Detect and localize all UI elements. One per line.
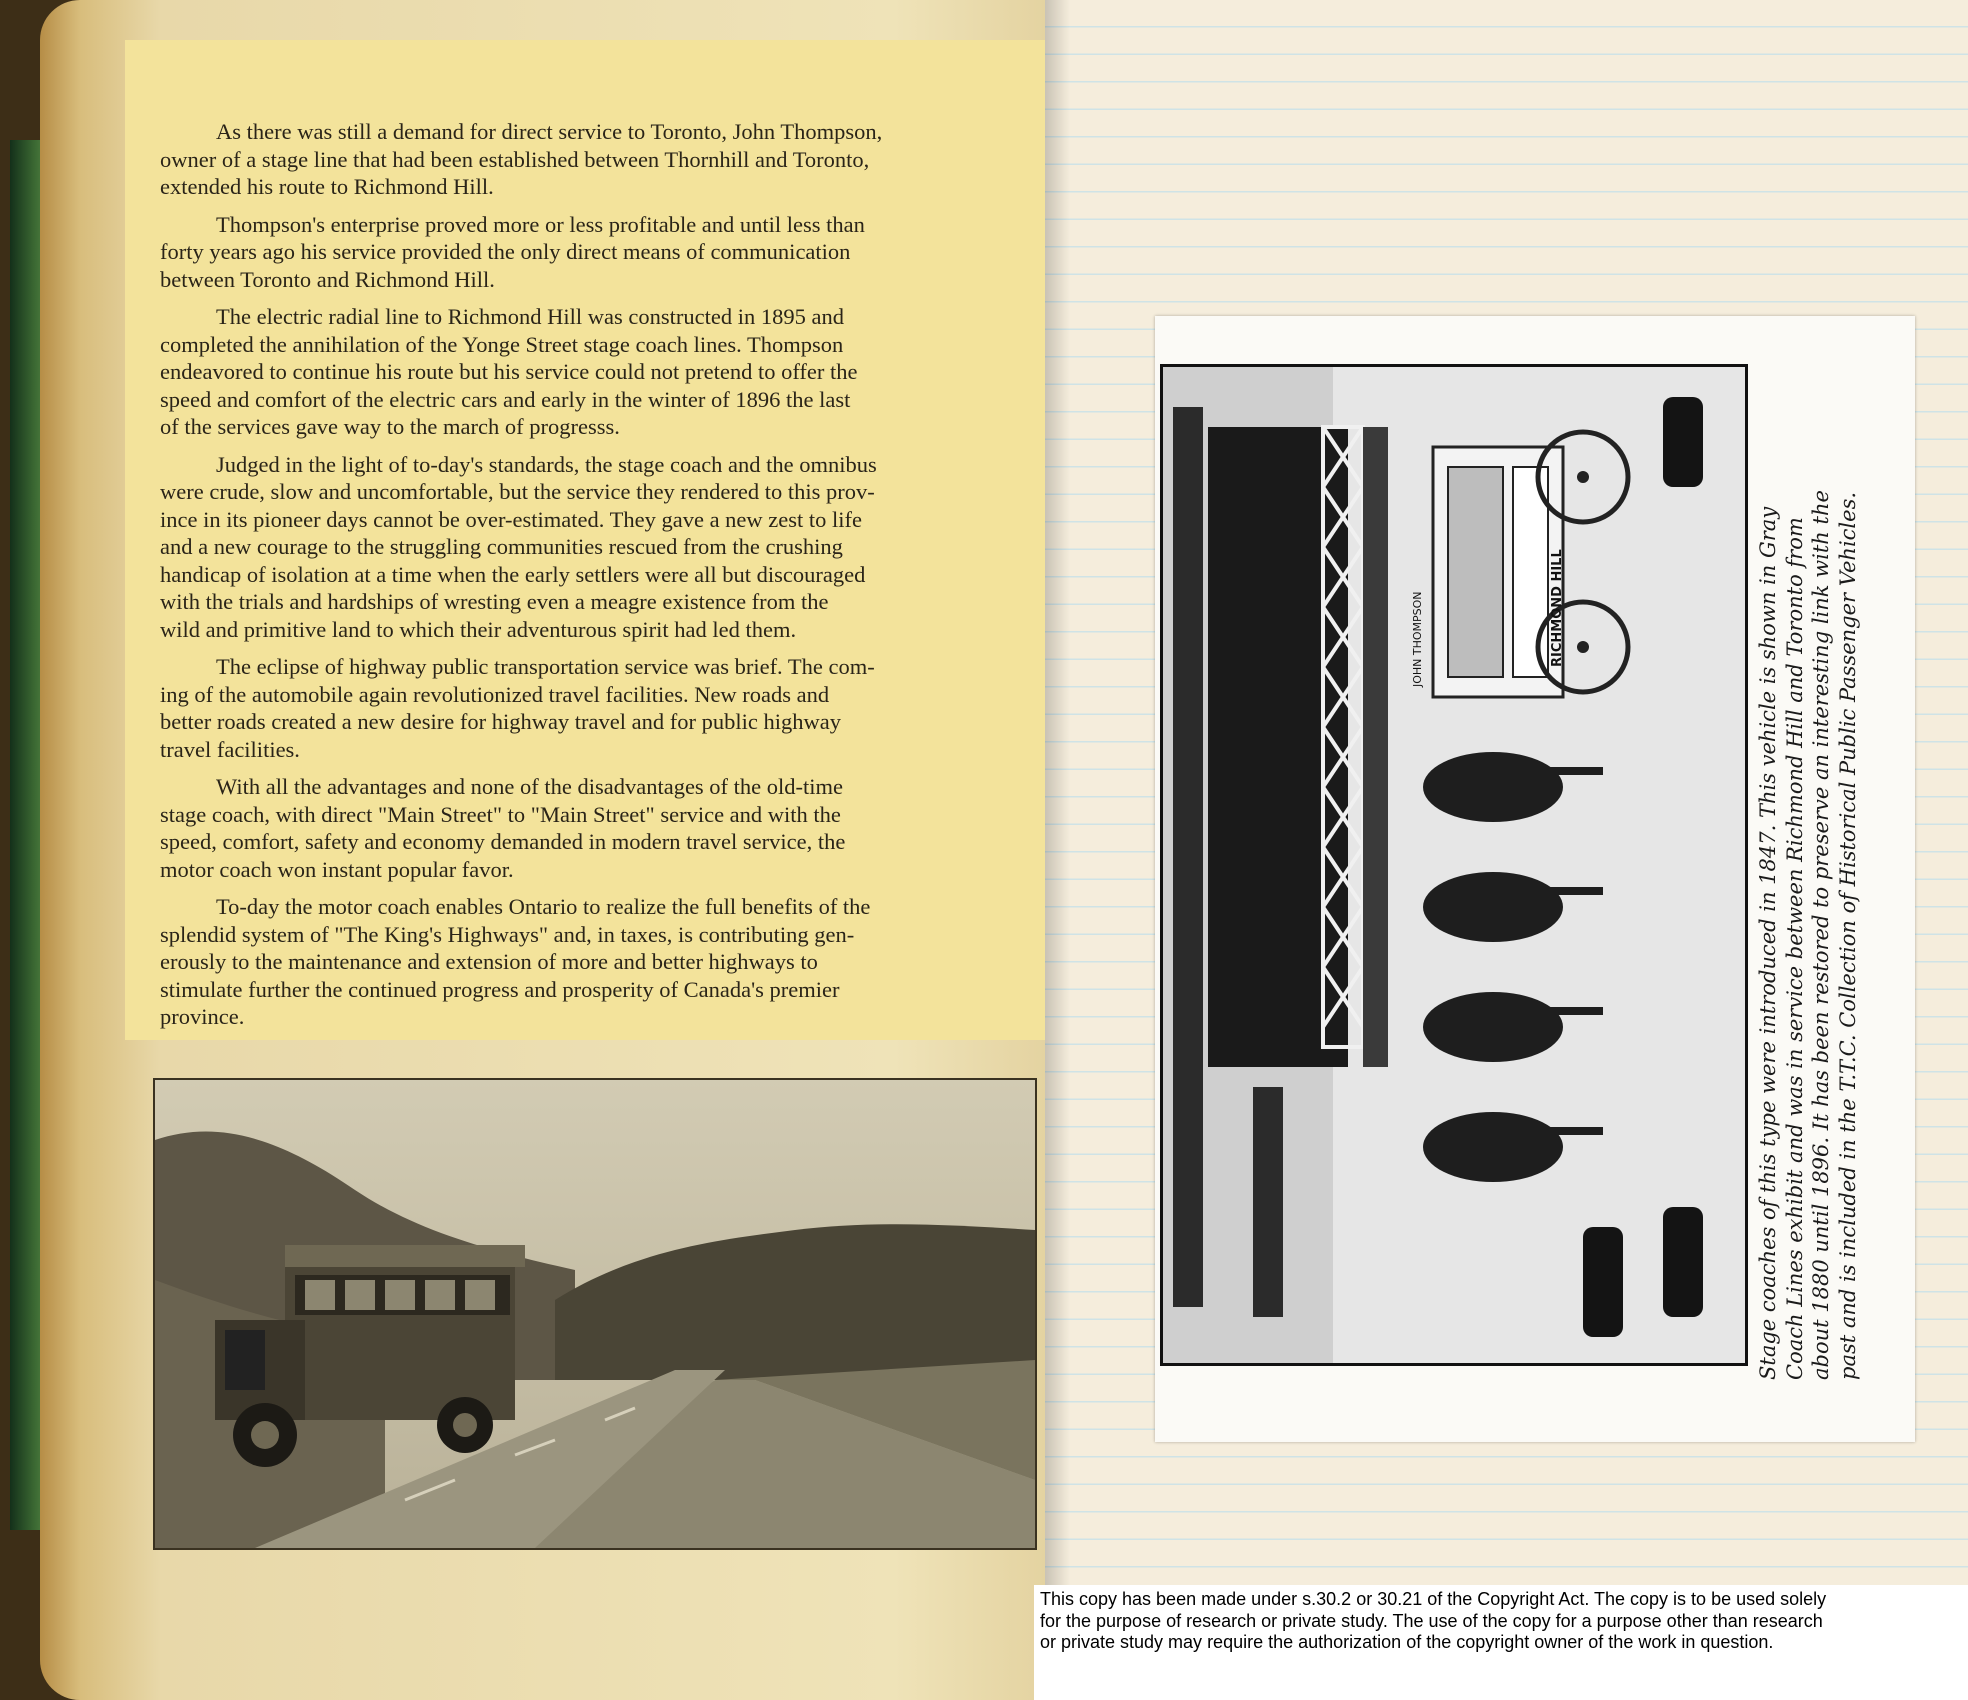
caption-line: about 1880 until 1896. It has been restored to preserve an interesting link with the xyxy=(1809,490,1833,1380)
stage-coach-photo xyxy=(1160,364,1748,1366)
article-paragraph xyxy=(160,653,1040,763)
text-line: forty years ago his service provided the only direct means of communication xyxy=(160,239,851,264)
text-line: with the trials and hardships of wresting even a meagre existence from the xyxy=(160,589,829,614)
text-line: As there was still a demand for direct service to Toronto, John Thompson, xyxy=(216,119,883,144)
article-paragraph xyxy=(160,303,1040,441)
text-line: erously to the maintenance and extension of more and better highways to xyxy=(160,949,818,974)
text-line: motor coach won instant popular favor. xyxy=(160,856,514,882)
article-text xyxy=(160,118,1040,1041)
text-line: extended his route to Richmond Hill. xyxy=(160,174,494,199)
text-line: splendid system of "The King's Highways" and, in taxes, is contributing gen- xyxy=(160,921,855,947)
text-line: To-day the motor coach enables Ontario to realize the full benefits of the xyxy=(216,894,871,919)
caption-line: Stage coaches of this type were introduced in 1847. This vehicle is shown in Gray xyxy=(1756,506,1780,1380)
stage-coach-illustration xyxy=(1163,367,1745,1363)
photo-caption xyxy=(1755,350,1861,1380)
text-line: endeavored to continue his route but his service could not pretend to offer the xyxy=(160,359,858,384)
article-paragraph xyxy=(160,211,1040,294)
text-line: The eclipse of highway public transportation service was brief. The com- xyxy=(216,654,875,679)
text-line: stimulate further the continued progress and prosperity of Canada's premier xyxy=(160,976,840,1002)
notice-line: This copy has been made under s.30.2 or 30.21 of the Copyright Act. The copy is to be used solely xyxy=(1040,1589,1827,1609)
coach-sign-thompson: JOHN THOMPSON xyxy=(1411,591,1424,687)
text-line: speed and comfort of the electric cars and early in the winter of 1896 the last xyxy=(160,386,851,412)
text-line: better roads created a new desire for highway travel and for public highway xyxy=(160,709,841,734)
text-line: speed, comfort, safety and economy demanded in modern travel service, the xyxy=(160,829,846,854)
coach-sign-richmond-hill: RICHMOND HILL xyxy=(1550,549,1565,667)
caption-line: Coach Lines exhibit and was in service between Richmond Hill and Toronto from xyxy=(1782,517,1807,1380)
text-line: travel facilities. xyxy=(160,736,300,762)
text-line: Thompson's enterprise proved more or less profitable and until less than xyxy=(216,211,865,237)
notice-line: for the purpose of research or private study. The use of the copy for a purpose other than research xyxy=(1040,1610,1823,1631)
text-line: of the services gave way to the march of progresss. xyxy=(160,414,620,439)
text-line: ince in its pioneer days cannot be over-estimated. They gave a new zest to life xyxy=(160,506,863,532)
text-line: The electric radial line to Richmond Hill was constructed in 1895 and xyxy=(216,304,844,329)
copyright-notice xyxy=(1034,1585,1968,1700)
text-line: owner of a stage line that had been established between Thornhill and Toronto, xyxy=(160,146,870,172)
text-line: With all the advantages and none of the disadvantages of the old-time xyxy=(216,774,844,799)
article-paragraph xyxy=(160,893,1040,1031)
article-paragraph xyxy=(160,773,1040,883)
text-line: wild and primitive land to which their adventurous spirit had led them. xyxy=(160,616,797,642)
text-line: were crude, slow and uncomfortable, but the service they rendered to this prov- xyxy=(160,479,875,504)
motor-coach-photo xyxy=(153,1078,1037,1550)
notice-line: or private study may require the authorization of the copyright owner of the work in question. xyxy=(1040,1632,1774,1652)
text-line: stage coach, with direct "Main Street" to "Main Street" service and with the xyxy=(160,801,841,827)
caption-line: past and is included in the T.T.C. Collection of Historical Public Passenger Vehicles. xyxy=(1835,491,1860,1380)
motor-coach-illustration xyxy=(155,1080,1035,1548)
text-line: province. xyxy=(160,1004,245,1029)
text-line: between Toronto and Richmond Hill. xyxy=(160,266,495,292)
text-line: completed the annihilation of the Yonge Street stage coach lines. Thompson xyxy=(160,331,844,357)
text-line: Judged in the light of to-day's standards, the stage coach and the omnibus xyxy=(216,451,877,477)
text-line: and a new courage to the struggling communities rescued from the crushing xyxy=(160,534,843,559)
article-paragraph xyxy=(160,118,1040,201)
article-paragraph xyxy=(160,451,1040,644)
text-line: ing of the automobile again revolutionized travel facilities. New roads and xyxy=(160,681,830,707)
text-line: handicap of isolation at a time when the early settlers were all but discouraged xyxy=(160,561,866,587)
